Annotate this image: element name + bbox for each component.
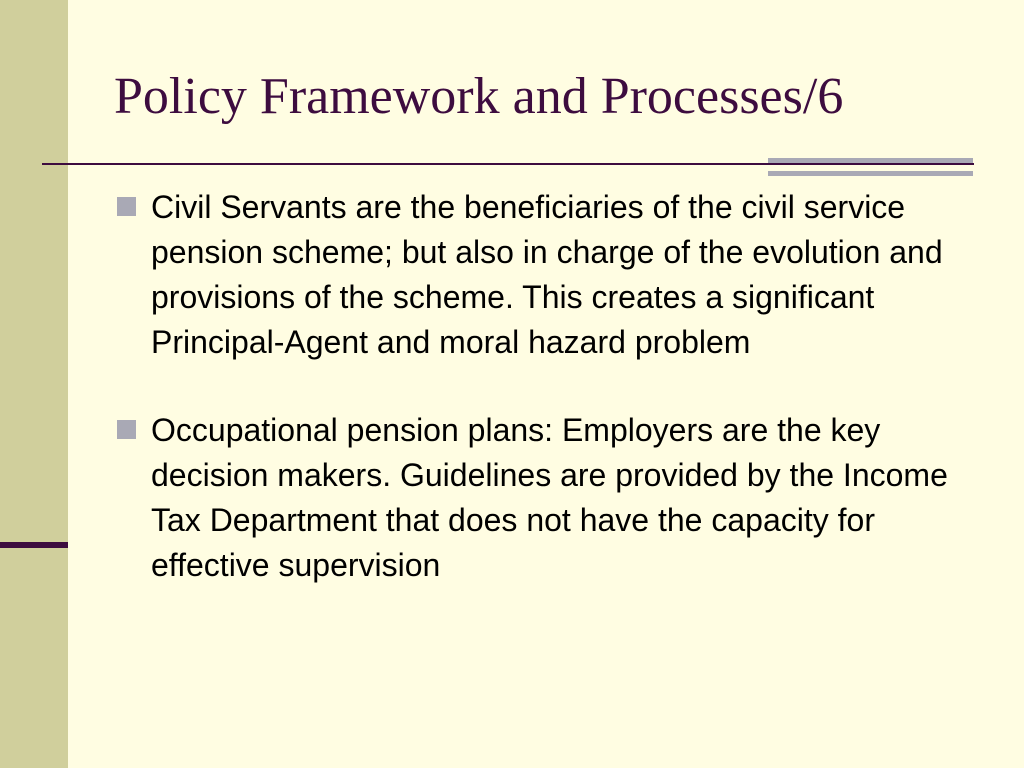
title-divider-line [42, 163, 974, 165]
bullet-text: Occupational pension plans: Employers are the key decision makers. Guidelines are provided by the Income Tax Department that does not have the capacity for effective supervision [151, 412, 948, 583]
slide-title: Policy Framework and Processes/6 [114, 68, 844, 125]
decorative-gray-bar-top [768, 158, 973, 163]
left-accent-bar [0, 542, 68, 548]
left-decorative-band [0, 0, 68, 768]
bullet-item [114, 408, 984, 588]
square-bullet-icon [117, 197, 136, 216]
bullet-item [114, 185, 984, 365]
bullet-list [114, 185, 984, 631]
decorative-gray-bar-bottom [768, 171, 973, 176]
square-bullet-icon [117, 420, 136, 439]
bullet-text: Civil Servants are the beneficiaries of the civil service pension scheme; but also in charge of the evolution and provisions of the scheme. This creates a significant Principal-Agent and moral hazard problem [151, 189, 943, 360]
